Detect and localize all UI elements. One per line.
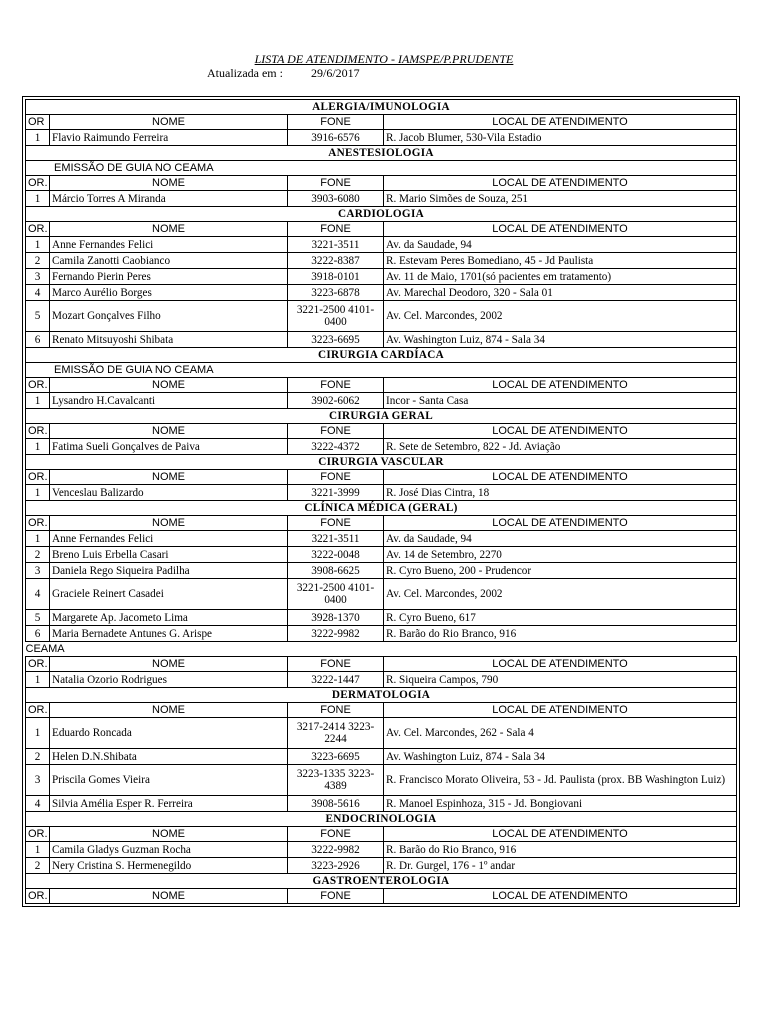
row-order: 6 — [26, 626, 50, 642]
row-name: Lysandro H.Cavalcanti — [50, 393, 288, 409]
row-address: R. José Dias Cintra, 18 — [384, 485, 737, 501]
row-order: 1 — [26, 531, 50, 547]
table-row — [26, 531, 737, 547]
column-header-phone: FONE — [288, 378, 384, 393]
row-order: 4 — [26, 796, 50, 812]
column-header-address: LOCAL DE ATENDIMENTO — [384, 657, 737, 672]
column-header-row — [26, 827, 737, 842]
column-header-row — [26, 222, 737, 237]
section-title: ENDOCRINOLOGIA — [26, 812, 737, 827]
row-name: Renato Mitsuyoshi Shibata — [50, 332, 288, 348]
row-phone: 3918-0101 — [288, 269, 384, 285]
table-row — [26, 796, 737, 812]
table-row — [26, 301, 737, 332]
row-phone: 3222-9982 — [288, 626, 384, 642]
section-title-row — [26, 455, 737, 470]
row-phone: 3903-6080 — [288, 191, 384, 207]
row-name: Priscila Gomes Vieira — [50, 765, 288, 796]
column-header-or: OR. — [26, 222, 50, 237]
row-name: Helen D.N.Shibata — [50, 749, 288, 765]
section-title: CIRURGIA GERAL — [26, 409, 737, 424]
row-order: 2 — [26, 749, 50, 765]
column-header-address: LOCAL DE ATENDIMENTO — [384, 827, 737, 842]
table-row — [26, 749, 737, 765]
column-header-or: OR. — [26, 470, 50, 485]
row-name: Venceslau Balizardo — [50, 485, 288, 501]
column-header-name: NOME — [50, 378, 288, 393]
row-name: Fernando Pierin Peres — [50, 269, 288, 285]
row-address: R. Manoel Espinhoza, 315 - Jd. Bongiovani — [384, 796, 737, 812]
row-address: R. Cyro Bueno, 617 — [384, 610, 737, 626]
row-name: Margarete Ap. Jacometo Lima — [50, 610, 288, 626]
row-phone: 3221-3999 — [288, 485, 384, 501]
row-order: 4 — [26, 285, 50, 301]
column-header-or: OR. — [26, 424, 50, 439]
column-header-name: NOME — [50, 657, 288, 672]
row-order: 4 — [26, 579, 50, 610]
row-name: Marco Aurélio Borges — [50, 285, 288, 301]
section-title-row — [26, 501, 737, 516]
row-address: Av. Washington Luiz, 874 - Sala 34 — [384, 332, 737, 348]
column-header-name: NOME — [50, 222, 288, 237]
table-row — [26, 285, 737, 301]
column-header-name: NOME — [50, 703, 288, 718]
section-title: CLÍNICA MÉDICA (GERAL) — [26, 501, 737, 516]
column-header-or: OR — [26, 115, 50, 130]
row-order: 5 — [26, 301, 50, 332]
row-address: R. Cyro Bueno, 200 - Prudencor — [384, 563, 737, 579]
table-row — [26, 718, 737, 749]
row-order: 1 — [26, 485, 50, 501]
table-row — [26, 672, 737, 688]
column-header-phone: FONE — [288, 516, 384, 531]
row-name: Maria Bernadete Antunes G. Arispe — [50, 626, 288, 642]
row-name: Silvia Amélia Esper R. Ferreira — [50, 796, 288, 812]
updated-date: 29/6/2017 — [311, 66, 360, 80]
section-title-row — [26, 812, 737, 827]
table-row — [26, 253, 737, 269]
column-header-phone: FONE — [288, 657, 384, 672]
table-row — [26, 563, 737, 579]
table-row — [26, 765, 737, 796]
schedule-table-body — [26, 100, 737, 904]
table-row — [26, 191, 737, 207]
row-name: Camila Gladys Guzman Rocha — [50, 842, 288, 858]
row-phone: 3928-1370 — [288, 610, 384, 626]
table-row — [26, 332, 737, 348]
column-header-phone: FONE — [288, 703, 384, 718]
column-header-phone: FONE — [288, 889, 384, 904]
schedule-table — [25, 99, 737, 904]
column-header-name: NOME — [50, 176, 288, 191]
row-address: Av. Cel. Marcondes, 2002 — [384, 579, 737, 610]
column-header-row — [26, 378, 737, 393]
row-order: 3 — [26, 563, 50, 579]
column-header-address: LOCAL DE ATENDIMENTO — [384, 115, 737, 130]
table-row — [26, 269, 737, 285]
row-address: Av. Cel. Marcondes, 2002 — [384, 301, 737, 332]
row-name: Fatima Sueli Gonçalves de Paiva — [50, 439, 288, 455]
column-header-address: LOCAL DE ATENDIMENTO — [384, 889, 737, 904]
section-title-row — [26, 100, 737, 115]
column-header-or: OR. — [26, 889, 50, 904]
schedule-table-frame — [22, 96, 740, 907]
column-header-name: NOME — [50, 424, 288, 439]
updated-line — [207, 66, 360, 81]
row-phone: 3916-6576 — [288, 130, 384, 146]
row-address: R. Mario Simões de Souza, 251 — [384, 191, 737, 207]
row-phone: 3221-3511 — [288, 531, 384, 547]
table-row — [26, 858, 737, 874]
row-phone: 3223-1335 3223-4389 — [288, 765, 384, 796]
column-header-or: OR. — [26, 516, 50, 531]
column-header-name: NOME — [50, 470, 288, 485]
table-row — [26, 547, 737, 563]
row-address: R. Francisco Morato Oliveira, 53 - Jd. Paulista (prox. BB Washington Luiz) — [384, 765, 737, 796]
table-row — [26, 579, 737, 610]
column-header-row — [26, 657, 737, 672]
row-order: 2 — [26, 858, 50, 874]
column-header-address: LOCAL DE ATENDIMENTO — [384, 176, 737, 191]
column-header-or: OR. — [26, 827, 50, 842]
row-phone: 3908-6625 — [288, 563, 384, 579]
row-address: Av. 11 de Maio, 1701(só pacientes em tratamento) — [384, 269, 737, 285]
section-note-row — [26, 161, 737, 176]
table-row — [26, 393, 737, 409]
row-phone: 3222-1447 — [288, 672, 384, 688]
updated-label: Atualizada em : — [207, 66, 283, 80]
section-title: CIRURGIA CARDÍACA — [26, 348, 737, 363]
row-name: Anne Fernandes Felici — [50, 237, 288, 253]
row-phone: 3222-9982 — [288, 842, 384, 858]
row-name: Nery Cristina S. Hermenegildo — [50, 858, 288, 874]
row-address: R. Jacob Blumer, 530-Vila Estadio — [384, 130, 737, 146]
row-phone: 3223-2926 — [288, 858, 384, 874]
row-name: Camila Zanotti Caobianco — [50, 253, 288, 269]
row-phone: 3222-8387 — [288, 253, 384, 269]
column-header-address: LOCAL DE ATENDIMENTO — [384, 703, 737, 718]
section-title-row — [26, 688, 737, 703]
section-title-row — [26, 146, 737, 161]
row-phone: 3221-2500 4101-0400 — [288, 301, 384, 332]
row-order: 1 — [26, 191, 50, 207]
row-address: R. Sete de Setembro, 822 - Jd. Aviação — [384, 439, 737, 455]
section-title: CARDIOLOGIA — [26, 207, 737, 222]
row-phone: 3221-3511 — [288, 237, 384, 253]
column-header-phone: FONE — [288, 827, 384, 842]
row-address: Av. Cel. Marcondes, 262 - Sala 4 — [384, 718, 737, 749]
row-order: 1 — [26, 393, 50, 409]
row-phone: 3908-5616 — [288, 796, 384, 812]
row-order: 1 — [26, 672, 50, 688]
section-title-row — [26, 207, 737, 222]
section-title: ALERGIA/IMUNOLOGIA — [26, 100, 737, 115]
row-address: R. Barão do Rio Branco, 916 — [384, 842, 737, 858]
table-row — [26, 237, 737, 253]
row-phone: 3221-2500 4101-0400 — [288, 579, 384, 610]
row-phone: 3223-6695 — [288, 332, 384, 348]
section-title: ANESTESIOLOGIA — [26, 146, 737, 161]
column-header-or: OR. — [26, 657, 50, 672]
section-title: DERMATOLOGIA — [26, 688, 737, 703]
column-header-name: NOME — [50, 115, 288, 130]
section-note-row — [26, 642, 737, 657]
column-header-address: LOCAL DE ATENDIMENTO — [384, 470, 737, 485]
column-header-address: LOCAL DE ATENDIMENTO — [384, 378, 737, 393]
section-title: GASTROENTEROLOGIA — [26, 874, 737, 889]
row-order: 2 — [26, 547, 50, 563]
row-name: Natalia Ozorio Rodrigues — [50, 672, 288, 688]
section-title: CIRURGIA VASCULAR — [26, 455, 737, 470]
row-name: Graciele Reinert Casadei — [50, 579, 288, 610]
column-header-address: LOCAL DE ATENDIMENTO — [384, 424, 737, 439]
column-header-or: OR. — [26, 378, 50, 393]
row-order: 5 — [26, 610, 50, 626]
table-row — [26, 626, 737, 642]
row-order: 1 — [26, 842, 50, 858]
row-name: Márcio Torres A Miranda — [50, 191, 288, 207]
table-row — [26, 610, 737, 626]
column-header-or: OR. — [26, 703, 50, 718]
row-order: 1 — [26, 718, 50, 749]
row-phone: 3217-2414 3223-2244 — [288, 718, 384, 749]
page-title: LISTA DE ATENDIMENTO - IAMSPE/P.PRUDENTE — [254, 52, 514, 66]
column-header-phone: FONE — [288, 424, 384, 439]
section-note: EMISSÃO DE GUIA NO CEAMA — [26, 363, 737, 378]
section-note: EMISSÃO DE GUIA NO CEAMA — [26, 161, 737, 176]
row-name: Mozart Gonçalves Filho — [50, 301, 288, 332]
row-name: Anne Fernandes Felici — [50, 531, 288, 547]
column-header-phone: FONE — [288, 176, 384, 191]
column-header-address: LOCAL DE ATENDIMENTO — [384, 222, 737, 237]
column-header-row — [26, 516, 737, 531]
column-header-row — [26, 703, 737, 718]
table-row — [26, 439, 737, 455]
row-address: Av. da Saudade, 94 — [384, 237, 737, 253]
column-header-name: NOME — [50, 827, 288, 842]
column-header-name: NOME — [50, 516, 288, 531]
row-address: Av. Marechal Deodoro, 320 - Sala 01 — [384, 285, 737, 301]
row-address: Incor - Santa Casa — [384, 393, 737, 409]
column-header-phone: FONE — [288, 115, 384, 130]
row-name: Daniela Rego Siqueira Padilha — [50, 563, 288, 579]
row-phone: 3222-4372 — [288, 439, 384, 455]
row-order: 6 — [26, 332, 50, 348]
row-phone: 3222-0048 — [288, 547, 384, 563]
row-phone: 3902-6062 — [288, 393, 384, 409]
row-address: R. Barão do Rio Branco, 916 — [384, 626, 737, 642]
row-name: Flavio Raimundo Ferreira — [50, 130, 288, 146]
row-phone: 3223-6695 — [288, 749, 384, 765]
section-note: CEAMA — [25, 643, 65, 655]
table-row — [26, 485, 737, 501]
row-order: 1 — [26, 237, 50, 253]
column-header-or: OR. — [26, 176, 50, 191]
row-address: Av. Washington Luiz, 874 - Sala 34 — [384, 749, 737, 765]
column-header-row — [26, 176, 737, 191]
row-order: 1 — [26, 130, 50, 146]
row-order: 3 — [26, 269, 50, 285]
row-address: R. Siqueira Campos, 790 — [384, 672, 737, 688]
row-address: Av. da Saudade, 94 — [384, 531, 737, 547]
section-title-row — [26, 874, 737, 889]
row-address: R. Dr. Gurgel, 176 - 1º andar — [384, 858, 737, 874]
column-header-phone: FONE — [288, 470, 384, 485]
column-header-address: LOCAL DE ATENDIMENTO — [384, 516, 737, 531]
section-note-row — [26, 363, 737, 378]
column-header-row — [26, 889, 737, 904]
row-order: 1 — [26, 439, 50, 455]
column-header-row — [26, 470, 737, 485]
row-name: Eduardo Roncada — [50, 718, 288, 749]
row-order: 3 — [26, 765, 50, 796]
column-header-phone: FONE — [288, 222, 384, 237]
column-header-row — [26, 115, 737, 130]
row-name: Breno Luis Erbella Casari — [50, 547, 288, 563]
row-order: 2 — [26, 253, 50, 269]
row-address: R. Estevam Peres Bomediano, 45 - Jd Paulista — [384, 253, 737, 269]
section-title-row — [26, 348, 737, 363]
table-row — [26, 842, 737, 858]
table-row — [26, 130, 737, 146]
section-title-row — [26, 409, 737, 424]
row-phone: 3223-6878 — [288, 285, 384, 301]
column-header-name: NOME — [50, 889, 288, 904]
row-address: Av. 14 de Setembro, 2270 — [384, 547, 737, 563]
column-header-row — [26, 424, 737, 439]
